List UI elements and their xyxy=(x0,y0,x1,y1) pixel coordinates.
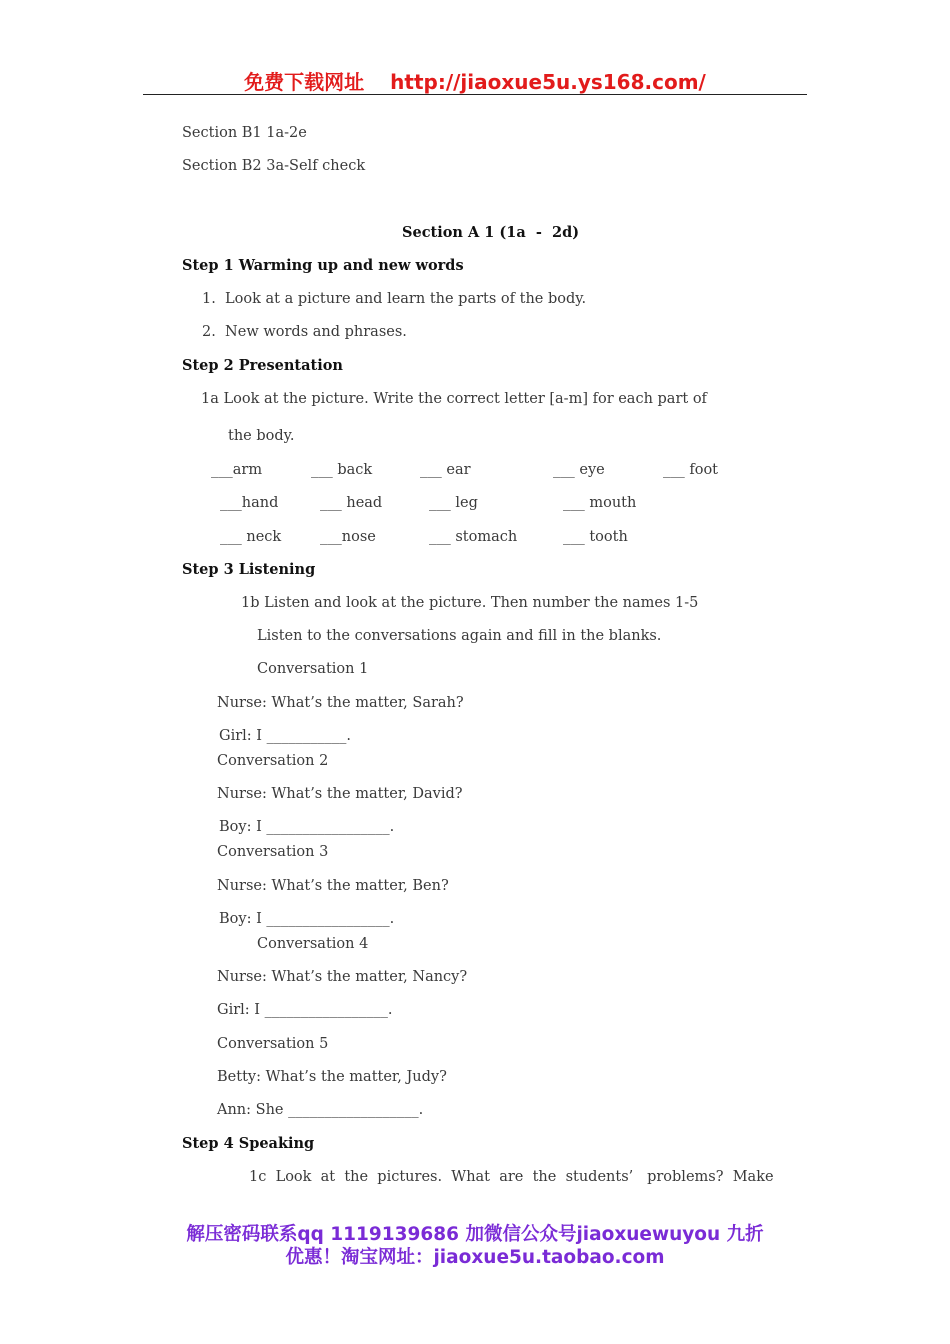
conversation-title: Conversation 4 xyxy=(257,936,369,952)
conversation-question: Nurse: What’s the matter, Ben? xyxy=(217,878,449,894)
conversation-question: Nurse: What’s the matter, Nancy? xyxy=(217,969,468,985)
conversation-title: Conversation 5 xyxy=(217,1036,329,1052)
body-part-blank: ___ tooth xyxy=(563,529,628,545)
body-part-blank: ___ ear xyxy=(420,462,471,478)
header-url-link[interactable]: http://jiaoxue5u.ys168.com/ xyxy=(390,70,706,94)
footer-line: 解压密码联系qq 1119139686 加微信公众号jiaoxuewuyou 九折 xyxy=(186,1224,764,1245)
body-part-blank: ___hand xyxy=(220,495,279,511)
body-part-blank: ___ mouth xyxy=(563,495,637,511)
conversation-answer: Ann: She __________________. xyxy=(217,1102,424,1118)
outline-item: Section B2 3a-Self check xyxy=(182,158,366,174)
step2-instruction: 1a Look at the picture. Write the correct letter [a-m] for each part of xyxy=(201,391,707,407)
step3-instruction: 1b Listen and look at the picture. Then number the names 1-5 xyxy=(241,595,699,611)
conversation-answer: Boy: I _________________. xyxy=(219,911,395,927)
step4-title: Step 4 Speaking xyxy=(182,1135,315,1152)
conversation-answer: Girl: I _________________. xyxy=(217,1002,393,1018)
body-part-blank: ___nose xyxy=(320,529,376,545)
conversation-answer: Girl: I ___________. xyxy=(219,728,351,744)
step3-title: Step 3 Listening xyxy=(182,561,316,578)
header-site-name: 免费下载网址 xyxy=(244,70,365,94)
conversation-answer: Boy: I _________________. xyxy=(219,819,395,835)
step1-title: Step 1 Warming up and new words xyxy=(182,257,464,274)
header-divider xyxy=(143,94,807,95)
conversation-question: Nurse: What’s the matter, Sarah? xyxy=(217,695,464,711)
step1-item: 2. New words and phrases. xyxy=(202,324,407,340)
body-part-blank: ___arm xyxy=(211,462,263,478)
conversation-title: Conversation 3 xyxy=(217,844,329,860)
section-title: Section A 1 (1a - 2d) xyxy=(402,224,580,241)
body-part-blank: ___ stomach xyxy=(429,529,518,545)
step4-instruction: 1c Look at the pictures. What are the students’ problems? Make xyxy=(249,1169,774,1185)
page-header xyxy=(0,66,950,95)
step3-instruction: Listen to the conversations again and fill in the blanks. xyxy=(257,628,662,644)
step1-item: 1. Look at a picture and learn the parts of the body. xyxy=(202,291,587,307)
outline-item: Section B1 1a-2e xyxy=(182,125,307,141)
footer-line: 优惠！淘宝网址：jiaoxue5u.taobao.com xyxy=(285,1247,665,1268)
body-part-blank: ___ neck xyxy=(220,529,282,545)
body-part-blank: ___ foot xyxy=(663,462,719,478)
body-part-blank: ___ eye xyxy=(553,462,605,478)
step2-title: Step 2 Presentation xyxy=(182,357,343,374)
body-part-blank: ___ leg xyxy=(429,495,478,511)
step2-instruction: the body. xyxy=(228,428,295,444)
conversation-question: Betty: What’s the matter, Judy? xyxy=(217,1069,447,1085)
conversation-title: Conversation 1 xyxy=(257,661,369,677)
body-part-blank: ___ head xyxy=(320,495,383,511)
conversation-title: Conversation 2 xyxy=(217,753,329,769)
conversation-question: Nurse: What’s the matter, David? xyxy=(217,786,463,802)
body-part-blank: ___ back xyxy=(311,462,373,478)
